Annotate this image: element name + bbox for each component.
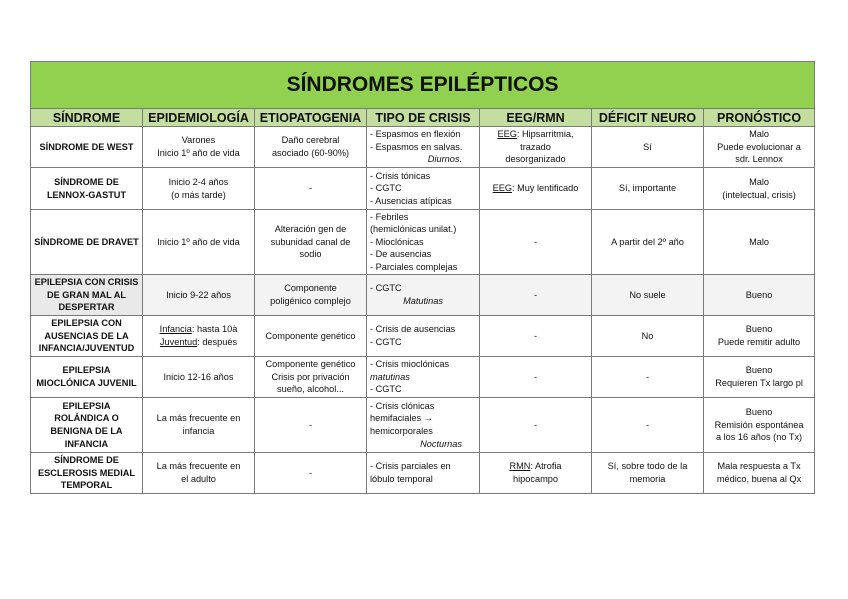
prognosis-cell <box>704 275 815 316</box>
table-row <box>31 127 815 168</box>
epidemiology-cell <box>143 168 255 210</box>
seizure-type-line: hemicorporales <box>370 426 433 436</box>
neuro-deficit-cell: - <box>592 357 704 398</box>
seizure-type-line: - De ausencias <box>370 249 432 260</box>
table-row <box>31 210 815 275</box>
seizure-timing-note: Diurnos. <box>427 154 462 165</box>
eeg-rmn-line: trazado <box>520 141 551 152</box>
etiopathogenesis-line: poligénico complejo <box>270 296 351 306</box>
header-sindrome: SÍNDROME <box>31 109 143 127</box>
epidemiology-cell <box>143 453 255 494</box>
header-tipo-crisis: TIPO DE CRISIS <box>367 109 480 127</box>
eeg-rmn-cell: - <box>480 357 592 398</box>
eeg-rmn-line <box>483 128 588 141</box>
eeg-rmn-line <box>483 182 588 195</box>
seizure-timing-note: Matutinas <box>403 296 443 306</box>
prognosis-line: Malo <box>749 129 769 140</box>
etiopathogenesis-line: subunidad canal de <box>270 236 351 247</box>
etiopathogenesis-line: - <box>308 419 313 430</box>
epidemiology-label: Juventud <box>159 337 198 347</box>
syndrome-name: SÍNDROME DE DRAVET <box>31 210 143 275</box>
header-row <box>31 109 815 127</box>
etiopathogenesis-cell <box>255 316 367 357</box>
seizure-type-cell <box>367 316 480 357</box>
etiopathogenesis-cell <box>255 127 367 168</box>
epidemiology-cell <box>143 210 255 275</box>
seizure-type-line: - CGTC <box>370 384 402 395</box>
epidemiology-line: La más frecuente en <box>156 413 241 424</box>
epidemiology-text: : después <box>197 337 238 347</box>
prognosis-line: Bueno <box>745 289 773 300</box>
neuro-deficit-cell <box>592 453 704 494</box>
seizure-type-line: - CGTC <box>370 337 402 347</box>
eeg-rmn-line: hipocampo <box>513 474 558 484</box>
syndrome-name: EPILEPSIA ROLÁNDICA O BENIGNA DE LA INFANCIA <box>31 398 143 453</box>
etiopathogenesis-cell <box>255 210 367 275</box>
epidemiology-line: Inicio 2-4 años <box>168 176 229 187</box>
etiopathogenesis-line: Daño cerebral <box>281 135 340 146</box>
seizure-type-line: lóbulo temporal <box>370 474 433 484</box>
eeg-rmn-cell: - <box>480 398 592 453</box>
eeg-rmn-line: desorganizado <box>505 154 566 165</box>
epidemiology-line: infancia <box>182 426 215 436</box>
neuro-deficit-cell: Sí, importante <box>592 168 704 210</box>
epidemiology-line: Inicio 1º año de vida <box>157 236 240 247</box>
prognosis-line: médico, buena al Qx <box>716 474 802 484</box>
prognosis-line: Puede remitir adulto <box>717 337 801 347</box>
seizure-type-cell <box>367 453 480 494</box>
prognosis-cell <box>704 316 815 357</box>
epidemiology-line <box>146 323 251 336</box>
seizure-type-line: - Crisis mioclónicas <box>370 359 450 370</box>
epidemiology-line: (o más tarde) <box>171 189 226 200</box>
seizure-type-line: - Crisis clónicas <box>370 400 435 411</box>
eeg-rmn-cell <box>480 127 592 168</box>
epidemiology-line: Inicio 12-16 años <box>163 371 234 382</box>
epidemiology-cell <box>143 316 255 357</box>
eeg-rmn-text: : Atrofia <box>530 461 562 472</box>
table-row <box>31 398 815 453</box>
table-row <box>31 168 815 210</box>
neuro-deficit-line: Sí, sobre todo de la <box>607 461 688 472</box>
seizure-timing-note: Nocturnas <box>420 438 462 449</box>
table-row <box>31 453 815 494</box>
eeg-rmn-label: EEG <box>492 183 512 194</box>
seizure-type-cell <box>367 127 480 168</box>
neuro-deficit-cell: A partir del 2º año <box>592 210 704 275</box>
prognosis-line: Bueno <box>745 324 773 335</box>
epidemiology-line: el adulto <box>181 474 216 484</box>
header-pronostico: PRONÓSTICO <box>704 109 815 127</box>
header-etiopatogenia: ETIOPATOGENIA <box>255 109 367 127</box>
etiopathogenesis-cell <box>255 168 367 210</box>
table-row <box>31 316 815 357</box>
prognosis-cell <box>704 127 815 168</box>
epidemiology-line: Inicio 9-22 años <box>166 289 231 300</box>
etiopathogenesis-line: - <box>308 183 313 194</box>
table-title: SÍNDROMES EPILÉPTICOS <box>31 62 815 109</box>
etiopathogenesis-cell <box>255 357 367 398</box>
seizure-type-line: hemifaciales → <box>370 413 433 424</box>
seizure-type-cell <box>367 275 480 316</box>
epidemiology-line: Varones <box>181 135 216 146</box>
eeg-rmn-label: EEG <box>497 129 517 140</box>
epidemiology-cell <box>143 275 255 316</box>
etiopathogenesis-line: asociado (60-90%) <box>271 148 350 158</box>
eeg-rmn-label: RMN <box>509 461 531 472</box>
etiopathogenesis-cell <box>255 398 367 453</box>
epidemiology-line: Inicio 1º año de vida <box>157 148 240 158</box>
seizure-type-line: - Crisis tónicas <box>370 170 431 181</box>
eeg-rmn-cell <box>480 168 592 210</box>
prognosis-cell <box>704 357 815 398</box>
etiopathogenesis-line: - <box>308 467 313 478</box>
epidemiology-cell <box>143 357 255 398</box>
prognosis-line: Malo <box>749 236 769 247</box>
prognosis-cell <box>704 398 815 453</box>
syndrome-name: EPILEPSIA CON CRISIS DE GRAN MAL AL DESPERTAR <box>31 275 143 316</box>
table-row <box>31 275 815 316</box>
seizure-type-line: - Espasmos en flexión <box>370 129 461 140</box>
etiopathogenesis-cell <box>255 275 367 316</box>
seizure-type-cell <box>367 168 480 210</box>
etiopathogenesis-line: sueño, alcohol... <box>277 384 344 395</box>
epidemiology-label: Infancia <box>159 324 192 335</box>
prognosis-line: Bueno <box>745 365 773 376</box>
seizure-type-line: - CGTC <box>370 183 402 194</box>
etiopathogenesis-line: Componente genético <box>265 359 356 370</box>
table-row <box>31 357 815 398</box>
seizure-type-line: - Crisis parciales en <box>370 461 451 472</box>
prognosis-line: Requieren Tx largo pl <box>715 378 803 388</box>
syndrome-name: EPILEPSIA CON AUSENCIAS DE LA INFANCIA/JUVENTUD <box>31 316 143 357</box>
eeg-rmn-cell <box>480 453 592 494</box>
neuro-deficit-line: memoria <box>629 474 666 484</box>
epidemiology-line <box>146 336 251 349</box>
eeg-rmn-line <box>483 460 588 473</box>
prognosis-line: Remisión espontánea <box>714 419 804 430</box>
seizure-type-line: - Mioclónicas <box>370 236 424 247</box>
neuro-deficit-cell: - <box>592 398 704 453</box>
prognosis-line: sdr. Lennox <box>735 154 783 165</box>
epidemiology-text: : hasta 10à <box>191 324 238 335</box>
prognosis-line: Malo <box>749 176 769 187</box>
epilepsy-syndromes-table <box>30 61 815 494</box>
syndrome-name: SÍNDROME DE WEST <box>31 127 143 168</box>
eeg-rmn-text: : Muy lentificado <box>512 183 579 194</box>
eeg-rmn-text: : Hipsarritmia, <box>516 129 574 140</box>
etiopathogenesis-cell <box>255 453 367 494</box>
seizure-type-line: - Crisis de ausencias <box>370 324 456 335</box>
etiopathogenesis-line: Crisis por privación <box>271 371 350 382</box>
seizure-type-line: - CGTC <box>370 283 402 294</box>
prognosis-line: Puede evolucionar a <box>717 141 801 152</box>
eeg-rmn-cell: - <box>480 210 592 275</box>
seizure-type-line: - Parciales complejas <box>370 261 458 272</box>
prognosis-line: a los 16 años (no Tx) <box>715 432 803 443</box>
eeg-rmn-cell: - <box>480 316 592 357</box>
etiopathogenesis-line: Alteración gen de <box>274 224 347 235</box>
header-eeg-rmn: EEG/RMN <box>480 109 592 127</box>
epidemiology-cell <box>143 127 255 168</box>
seizure-type-cell <box>367 398 480 453</box>
prognosis-cell <box>704 168 815 210</box>
prognosis-line: Mala respuesta a Tx <box>717 461 801 472</box>
seizure-type-line: (hemiclónicas unilat.) <box>370 224 457 235</box>
seizure-type-line: - Febriles <box>370 211 409 222</box>
seizure-type-cell <box>367 357 480 398</box>
prognosis-cell <box>704 453 815 494</box>
seizure-timing-note: matutinas <box>370 371 410 382</box>
neuro-deficit-cell: No suele <box>592 275 704 316</box>
header-epidemiologia: EPIDEMIOLOGÍA <box>143 109 255 127</box>
syndrome-name: SÍNDROME DE ESCLEROSIS MEDIAL TEMPORAL <box>31 453 143 494</box>
header-deficit-neuro: DÉFICIT NEURO <box>592 109 704 127</box>
neuro-deficit-cell: No <box>592 316 704 357</box>
neuro-deficit-cell: Sí <box>592 127 704 168</box>
eeg-rmn-cell: - <box>480 275 592 316</box>
epidemiology-cell <box>143 398 255 453</box>
prognosis-cell <box>704 210 815 275</box>
etiopathogenesis-line: sodio <box>299 249 322 260</box>
etiopathogenesis-line: Componente genético <box>265 330 356 341</box>
seizure-type-line: - Espasmos en salvas. <box>370 141 463 152</box>
etiopathogenesis-line: Componente <box>284 283 337 294</box>
epidemiology-line: La más frecuente en <box>156 461 241 472</box>
syndrome-name: EPILEPSIA MIOCLÓNICA JUVENIL <box>31 357 143 398</box>
seizure-type-cell <box>367 210 480 275</box>
seizure-type-line: - Ausencias atípicas <box>370 195 452 206</box>
syndrome-name: SÍNDROME DE LENNOX-GASTUT <box>31 168 143 210</box>
prognosis-line: Bueno <box>745 407 773 418</box>
prognosis-line: (intelectual, crisis) <box>722 189 796 200</box>
